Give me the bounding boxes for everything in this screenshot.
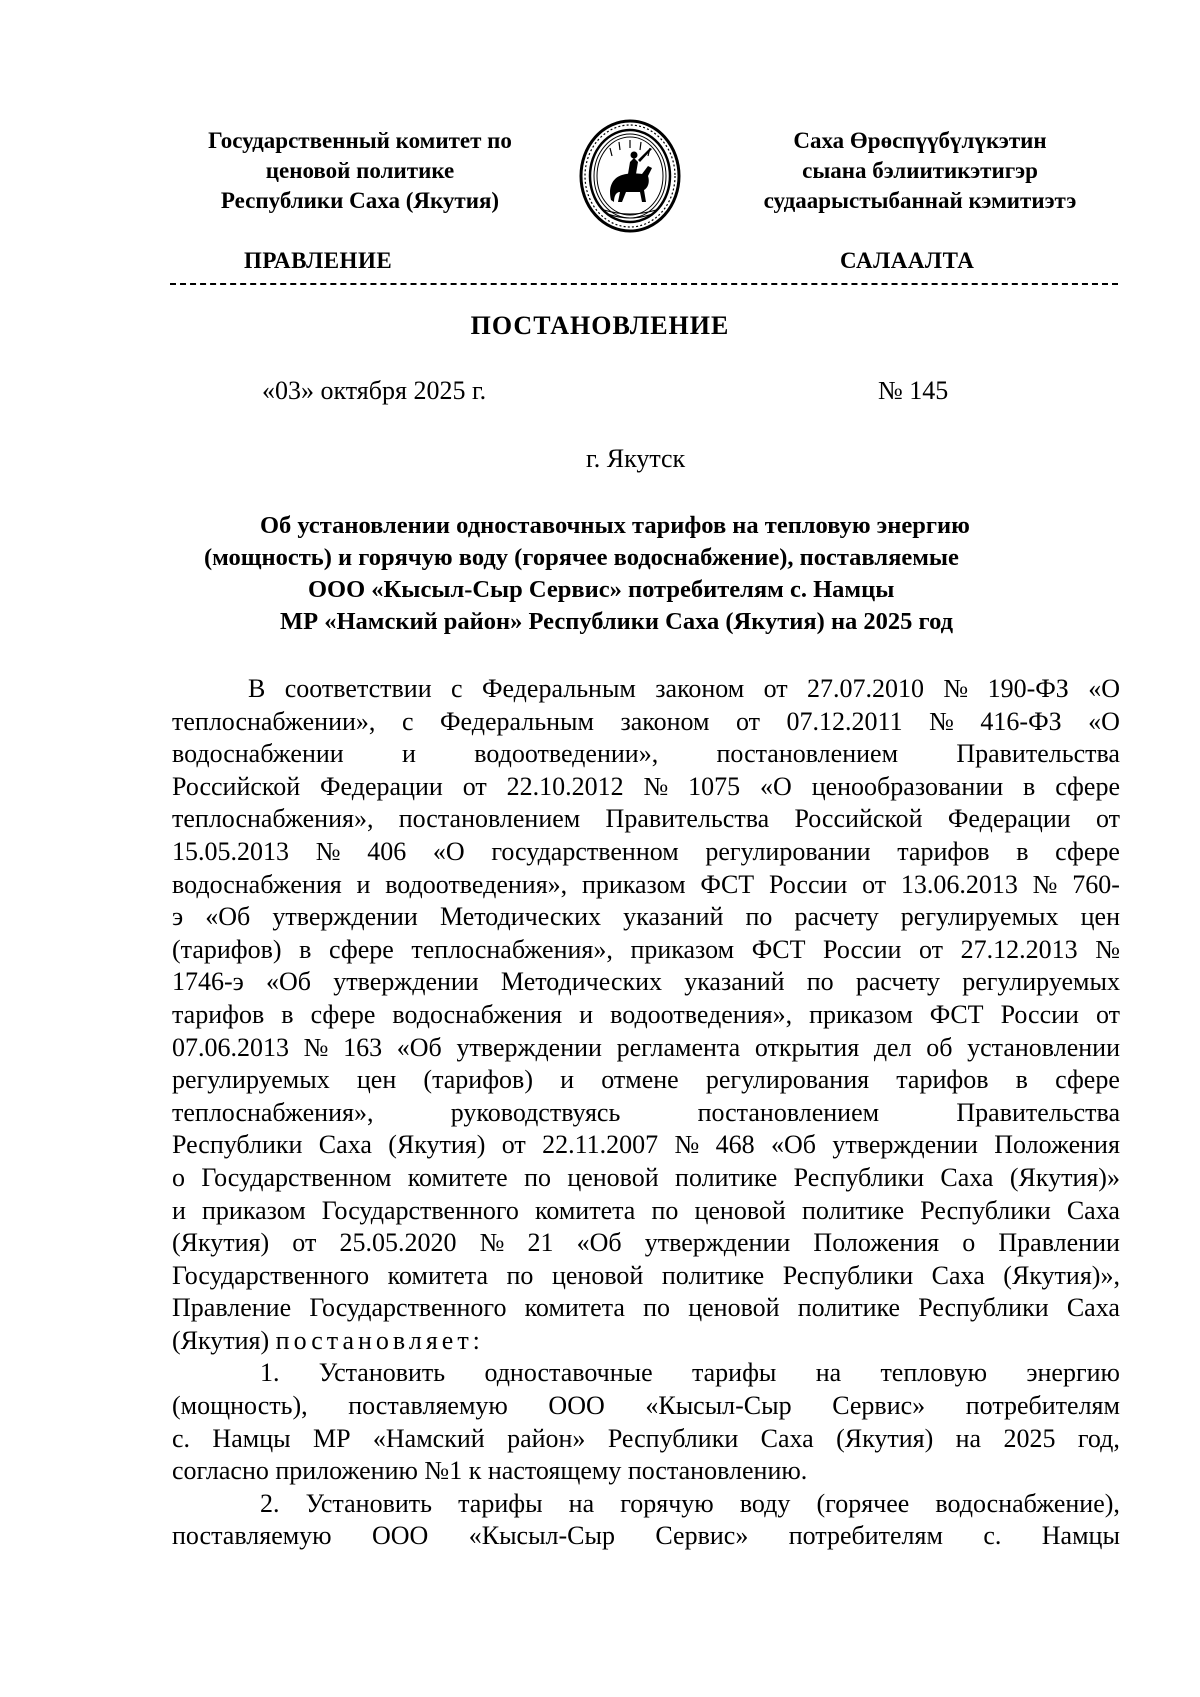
subject-line: (мощность) и горячую воду (горячее водоснабжение), поставляемые (204, 544, 959, 571)
decree-date: «03» октября 2025 г. (262, 376, 487, 405)
decree-number: № 145 (878, 376, 949, 405)
decree-body (172, 673, 1120, 1553)
subject-line: ООО «Кысыл-Сыр Сервис» потребителям с. Намцы (308, 576, 895, 603)
header-right-line: Саха Өрөспүүбүлүкэтин (793, 128, 1047, 153)
body-line: 15.05.2013 № 406 «О государственном регулировании тарифов в сфере (172, 836, 1120, 866)
body-line: (тарифов) в сфере теплоснабжения», приказом ФСТ России от 27.12.2013 № (172, 934, 1120, 964)
clause-1-line: согласно приложению №1 к настоящему постановлению. (172, 1456, 808, 1486)
header-right-line: судаарыстыбаннай кэмитиэтэ (763, 188, 1077, 213)
header-separator (170, 283, 1118, 285)
body-line: 07.06.2013 № 163 «Об утверждении регламента открытия дел об установлении (172, 1032, 1120, 1062)
body-line: водоснабжения и водоотведения», приказом ФСТ России от 13.06.2013 № 760- (172, 869, 1120, 899)
decree-city: г. Якутск (586, 444, 686, 473)
body-line: Государственного комитета по ценовой политике Республики Саха (Якутия)», (172, 1260, 1120, 1290)
body-line: (Якутия) от 25.05.2020 № 21 «Об утверждении Положения о Правлении (172, 1228, 1120, 1258)
body-line: теплоснабжении», с Федеральным законом от 07.12.2011 № 416-ФЗ «О (172, 706, 1120, 736)
clause-1-line: 1. Установить одноставочные тарифы на тепловую энергию (260, 1358, 1120, 1388)
body-line: теплоснабжения», руководствуясь постановлением Правительства (172, 1097, 1120, 1127)
header-left-line: Государственный комитет по (208, 128, 512, 153)
clause-1-line: (мощность), поставляемую ООО «Кысыл-Сыр Сервис» потребителям (172, 1391, 1120, 1421)
header-right-block (720, 126, 1120, 216)
body-line: Российской Федерации от 22.10.2012 № 1075 «О ценообразовании в сфере (172, 771, 1120, 801)
body-line: водоснабжении и водоотведении», постановлением Правительства (172, 739, 1120, 769)
body-line: тарифов в сфере водоснабжения и водоотведения», приказом ФСТ России от (172, 999, 1120, 1029)
header-left-line: Республики Саха (Якутия) (220, 188, 500, 213)
body-line: теплоснабжения», постановлением Правительства Российской Федерации от (172, 804, 1120, 834)
header-right-line: сыана бэлиитикэтигэр (802, 158, 1038, 183)
body-line (172, 1325, 1120, 1358)
board-title-sakha: САЛААЛТА (840, 248, 975, 273)
decree-subject (160, 510, 1120, 638)
coat-of-arms-emblem (578, 118, 682, 234)
resolves-word: постановляет: (275, 1325, 484, 1355)
body-line: Правление Государственного комитета по ценовой политике Республики Саха (172, 1293, 1120, 1323)
clause-2-line: 2. Установить тарифы на горячую воду (горячее водоснабжение), (260, 1488, 1120, 1518)
body-line: Республики Саха (Якутия) от 22.11.2007 № 468 «Об утверждении Положения (172, 1130, 1120, 1160)
body-text: (Якутия) (172, 1325, 270, 1355)
subject-line: Об установлении одноставочных тарифов на тепловую энергию (260, 512, 970, 539)
clause-2-line: поставляемую ООО «Кысыл-Сыр Сервис» потребителям с. Намцы (172, 1521, 1120, 1551)
body-line: В соответствии с Федеральным законом от 27.07.2010 № 190-ФЗ «О (248, 674, 1120, 703)
header-left-line: ценовой политике (265, 158, 455, 183)
header-left-block (150, 126, 570, 216)
body-line: регулируемых цен (тарифов) и отмене регулирования тарифов в сфере (172, 1065, 1120, 1095)
subject-line: МР «Намский район» Республики Саха (Якутия) на 2025 год (280, 608, 954, 635)
board-title-ru: ПРАВЛЕНИЕ (244, 248, 393, 273)
body-line: и приказом Государственного комитета по ценовой политике Республики Саха (172, 1195, 1120, 1225)
body-line: о Государственном комитете по ценовой политике Республики Саха (Якутия)» (172, 1162, 1120, 1192)
clause-1-line: с. Намцы МР «Намский район» Республики Саха (Якутия) на 2025 год, (172, 1423, 1120, 1453)
body-line: э «Об утверждении Методических указаний по расчету регулируемых цен (172, 902, 1120, 932)
body-line: 1746-э «Об утверждении Методических указаний по расчету регулируемых (172, 967, 1120, 997)
decree-title: ПОСТАНОВЛЕНИЕ (470, 311, 730, 340)
